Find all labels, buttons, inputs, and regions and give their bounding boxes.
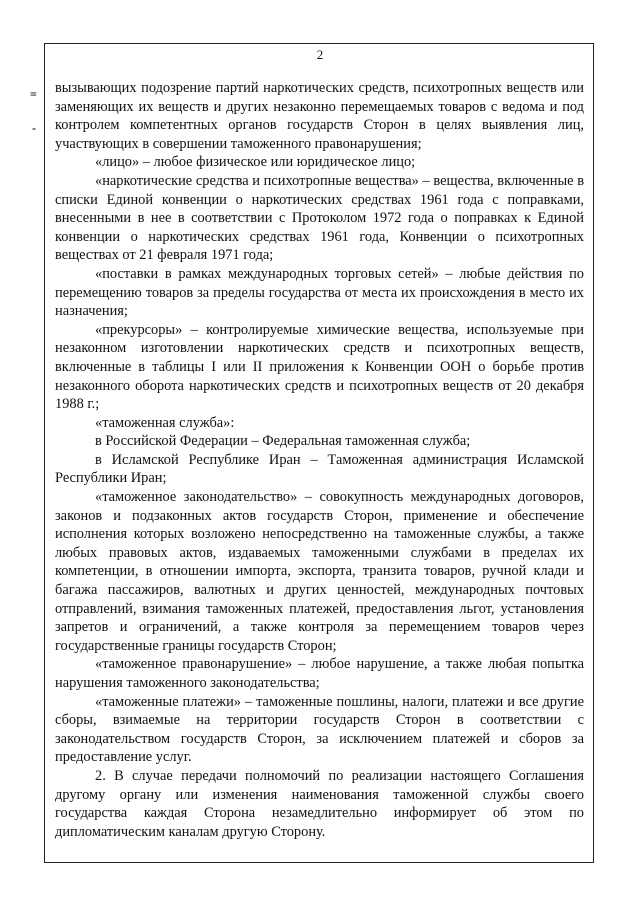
customs-service-iran: в Исламской Республике Иран – Таможенная администрация Исламской Республики Иран; bbox=[55, 451, 584, 487]
definition-deliveries: «поставки в рамках международных торговых сетей» – любые действия по перемещению товаров за пределы государства от места их происхождения в место их назначения; bbox=[55, 265, 584, 320]
document-body bbox=[55, 79, 584, 841]
definition-customs-payments: «таможенные платежи» – таможенные пошлины, налоги, платежи и все другие сборы, взимаемые на территории государств Сторон в соответствии с законодательством государств Сторон, за исключением платежей и сборов за предоставление услуг. bbox=[55, 693, 584, 766]
definition-customs-offence: «таможенное правонарушение» – любое нарушение, а также любая попытка нарушения таможенного законодательства; bbox=[55, 656, 584, 691]
definition-customs-service: «таможенная служба»: bbox=[95, 414, 235, 431]
customs-service-russia: в Российской Федерации – Федеральная таможенная служба; bbox=[95, 433, 471, 450]
definition-narcotics: «наркотические средства и психотропные вещества» – вещества, включенные в списки Единой конвенции о наркотических средствах 1961 года с поправками, внесенными в нее в соответствии с Протоколом 1972 года о поправках к Единой конвенции о наркотических средствах 1961 года, Конвенции о психотропных веществах от 21 февраля 1971 года; bbox=[55, 172, 584, 264]
clause-2: 2. В случае передачи полномочий по реализации настоящего Соглашения другому органу или изменения наименования таможенной службы своего государства каждая Сторона незамедлительно информирует об этом по дипломатическим каналам другую Сторону. bbox=[55, 767, 584, 840]
definition-precursors: «прекурсоры» – контролируемые химические вещества, используемые при незаконном изготовлении наркотических средств и психотропных веществ, включенные в таблицы I или II приложения к Конвенции ООН о борьбе против незаконного оборота наркотических средств и психотропных веществ от 20 декабря 1988 г.; bbox=[55, 321, 584, 413]
page-number: 2 bbox=[316, 47, 324, 62]
paragraph-continuation: вызывающих подозрение партий наркотических средств, психотропных веществ или заменяющих их веществ и других незаконно перемещаемых товаров с ведома и под контролем компетентных органов государств Сторон в целях выявления лиц, участвующих в совершении таможенного правонарушения; bbox=[55, 80, 584, 152]
margin-mark: - bbox=[32, 121, 36, 135]
margin-mark: = bbox=[30, 87, 37, 101]
definition-customs-legislation: «таможенное законодательство» – совокупность международных договоров, законов и подзаконных актов государств Сторон, применение и обеспечение исполнения которых возложено непосредственно на таможенные службы, а также любых правовых актов, издаваемых таможенными службами в пределах их компетенции, в отношении импорта, экспорта, транзита товаров, ручной клади и багажа пассажиров, валютных и других ценностей, международных почтовых отправлений, взимания таможенных платежей, предоставления льгот, установления запретов и ограничений, а также контроля за перемещением товаров через государственные границы государств Сторон; bbox=[55, 489, 584, 654]
definition-person: «лицо» – любое физическое или юридическое лицо; bbox=[95, 154, 416, 171]
